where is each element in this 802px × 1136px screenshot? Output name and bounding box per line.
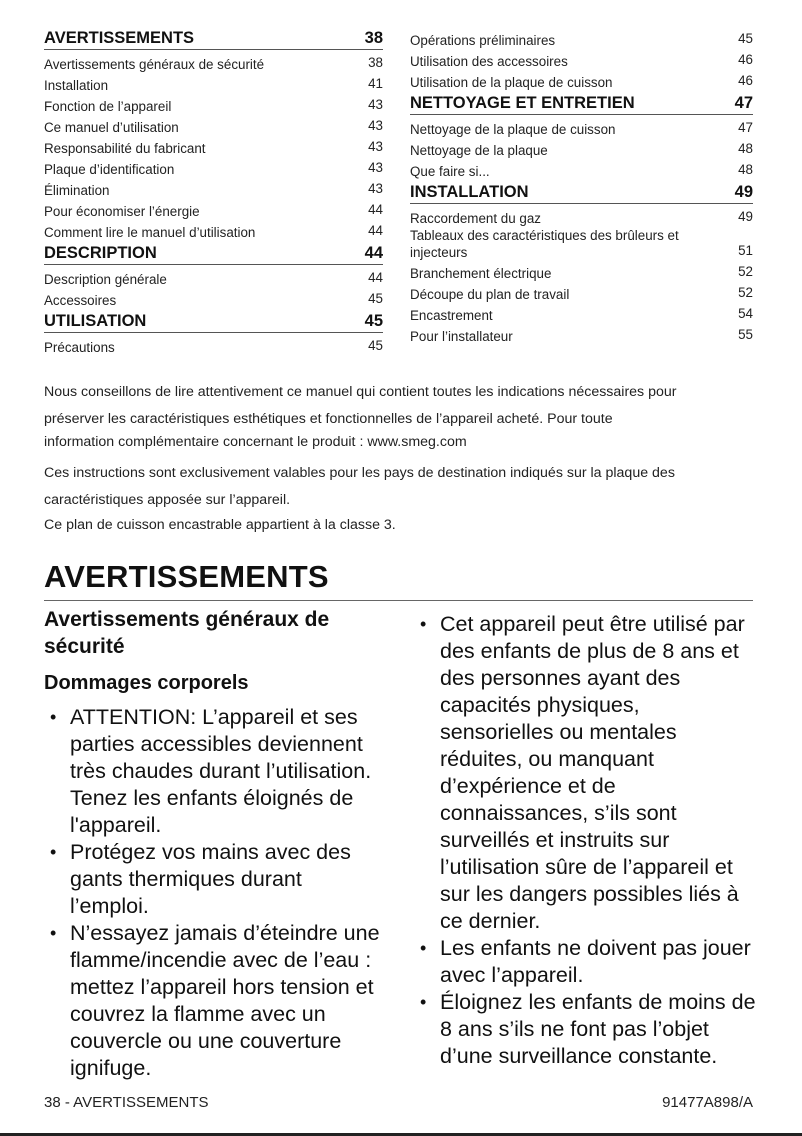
toc-item-label: Comment lire le manuel d’utilisation [44,225,256,240]
toc-item-label: Fonction de l’appareil [44,99,172,114]
toc-page-number: 52 [738,285,753,300]
toc-page-number: 43 [368,97,383,112]
toc-item-label: Nettoyage de la plaque [410,143,548,158]
bullet-icon: • [50,923,57,943]
toc-item[interactable] [410,227,753,261]
toc-page-number: 38 [364,29,383,47]
list-item [414,935,759,989]
toc-item[interactable] [410,282,753,303]
footer-document-code: 91477A898/A [662,1094,753,1111]
toc-page-number: 51 [738,243,753,258]
toc-item[interactable] [410,117,753,138]
toc-item[interactable] [44,115,383,136]
toc-item-label: Tableaux des caractéristiques des brûleurs et injecteurs [410,228,679,260]
toc-item-label: Précautions [44,340,115,355]
toc-item[interactable] [44,335,383,356]
toc-page-number: 44 [364,244,383,262]
toc-item-label: Raccordement du gaz [410,211,542,226]
toc-page-number: 43 [368,181,383,196]
toc-page-number: 45 [368,338,383,353]
toc-item-label: Utilisation des accessoires [410,54,568,69]
toc-item-label: Ce manuel d’utilisation [44,120,179,135]
toc-right-column [410,28,753,345]
toc-item[interactable] [44,199,383,220]
list-item [44,704,384,839]
toc-page-number: 47 [738,120,753,135]
toc-item[interactable] [410,324,753,345]
toc-item-label: Responsabilité du fabricant [44,141,206,156]
list-item-text: Les enfants ne doivent pas jouer avec l’appareil. [440,936,751,987]
toc-item[interactable] [410,303,753,324]
toc-item-label: Pour économiser l’énergie [44,204,200,219]
toc-section-label: INSTALLATION [410,183,529,201]
toc-item-label: Plaque d’identification [44,162,175,177]
toc-page-number: 41 [368,76,383,91]
toc-item[interactable] [44,94,383,115]
toc-item-label: Que faire si... [410,164,490,179]
toc-item-label: Utilisation de la plaque de cuisson [410,75,613,90]
toc-section-label: DESCRIPTION [44,244,157,262]
toc-section-description[interactable] [44,241,383,265]
bullet-icon: • [420,614,427,634]
section-title: AVERTISSEMENTS [44,557,753,601]
intro-line: Nous conseillons de lire attentivement ce manuel qui contient toutes les indications nécessaires pour [44,384,677,400]
toc-item[interactable] [44,178,383,199]
toc-page-number: 52 [738,264,753,279]
toc-page-number: 46 [738,52,753,67]
list-item-text: Éloignez les enfants de moins de 8 ans s’ils ne font pas l’objet d’une surveillance constante. [440,990,756,1068]
toc-item[interactable] [44,220,383,241]
toc-page-number: 44 [368,223,383,238]
list-item-text: N’essayez jamais d’éteindre une flamme/incendie avec de l’eau : mettez l’appareil hors tension et couvrez la flamme avec un couvercle ou une couverture ignifuge. [70,921,380,1080]
toc-item[interactable] [410,28,753,49]
toc-item[interactable] [410,261,753,282]
toc-item[interactable] [44,288,383,309]
toc-page-number: 44 [368,202,383,217]
toc-item[interactable] [44,52,383,73]
page-footer [44,1094,753,1111]
content-column-right [414,606,759,1070]
toc-page-number: 43 [368,160,383,175]
list-item [44,920,384,1082]
toc-item[interactable] [44,157,383,178]
toc-item-label: Nettoyage de la plaque de cuisson [410,122,616,137]
intro-line-with-url: information complémentaire concernant le produit : www.smeg.com [44,434,467,450]
toc-item-label: Branchement électrique [410,266,552,281]
list-item-text: ATTENTION: L’appareil et ses parties accessibles deviennent très chaudes durant l’utilisation. Tenez les enfants éloignés de l'appareil. [70,705,372,837]
footer-page-label: 38 - AVERTISSEMENTS [44,1094,209,1111]
warning-list-left [44,704,384,1082]
intro-paragraph-1 [44,379,754,451]
toc-item[interactable] [410,138,753,159]
toc-page-number: 45 [738,31,753,46]
intro-text: Ces instructions sont exclusivement valables pour les pays de destination indiqués sur la plaque des caractéristiques apposée sur l’appareil. [44,465,675,508]
toc-page-number: 44 [368,270,383,285]
toc-page-number: 45 [364,312,383,330]
toc-item-label: Opérations préliminaires [410,33,556,48]
toc-item[interactable] [410,159,753,180]
intro-text: Ce plan de cuisson encastrable appartient à la classe 3. [44,517,396,533]
toc-item-label: Avertissements généraux de sécurité [44,57,265,72]
toc-item[interactable] [410,49,753,70]
toc-section-label: AVERTISSEMENTS [44,29,195,47]
content-column-left [44,606,384,1082]
toc-item[interactable] [44,267,383,288]
list-item [414,611,759,935]
intro-line: préserver les caractéristiques esthétiques et fonctionnelles de l’appareil acheté. Pour toute [44,411,613,427]
toc-item[interactable] [410,70,753,91]
toc-section-utilisation[interactable] [44,309,383,333]
list-item [44,839,384,920]
toc-page-number: 45 [368,291,383,306]
bullet-icon: • [50,842,57,862]
bullet-icon: • [420,938,427,958]
toc-page-number: 47 [734,94,753,112]
toc-item[interactable] [44,73,383,94]
bullet-icon: • [50,707,57,727]
bullet-icon: • [420,992,427,1012]
subsubsection-title: Dommages corporels [44,672,249,694]
toc-section-label: UTILISATION [44,312,147,330]
list-item-text: Cet appareil peut être utilisé par des enfants de plus de 8 ans et des personnes ayant des capacités physiques, sensorielles ou mentales réduites, ou manquant d’expérience et de connaissances, s’ils sont surveillés et instruits sur l’utilisation sûre de l’appareil et sur les dangers possibles liés à ce dernier. [440,612,745,933]
toc-section-nettoyage[interactable] [410,91,753,115]
toc-item-label: Élimination [44,183,110,198]
toc-page-number: 43 [368,118,383,133]
toc-section-installation[interactable] [410,180,753,204]
toc-page-number: 43 [368,139,383,154]
toc-section-label: NETTOYAGE ET ENTRETIEN [410,94,635,112]
toc-section-avertissements[interactable] [44,28,383,50]
toc-item[interactable] [44,136,383,157]
warning-list-right [414,611,759,1070]
intro-paragraph-3 [44,514,754,536]
toc-item-label: Accessoires [44,293,117,308]
list-item [414,989,759,1070]
toc-page-number: 48 [738,162,753,177]
toc-item-label: Découpe du plan de travail [410,287,570,302]
list-item-text: Protégez vos mains avec des gants thermiques durant l’emploi. [70,840,351,918]
toc-page-number: 48 [738,141,753,156]
toc-page-number: 46 [738,73,753,88]
toc-page-number: 49 [734,183,753,201]
toc-item-label: Pour l’installateur [410,329,513,344]
toc-page-number: 54 [738,306,753,321]
toc-left-column [44,28,383,356]
intro-paragraph-2 [44,460,754,514]
toc-item[interactable] [410,206,753,227]
toc-page-number: 55 [738,327,753,342]
toc-page-number: 49 [738,209,753,224]
toc-item-label: Encastrement [410,308,493,323]
subsection-title: Avertissements généraux de sécurité [44,608,330,658]
toc-page-number: 38 [368,55,383,70]
toc-item-label: Description générale [44,272,167,287]
toc-item-label: Installation [44,78,109,93]
